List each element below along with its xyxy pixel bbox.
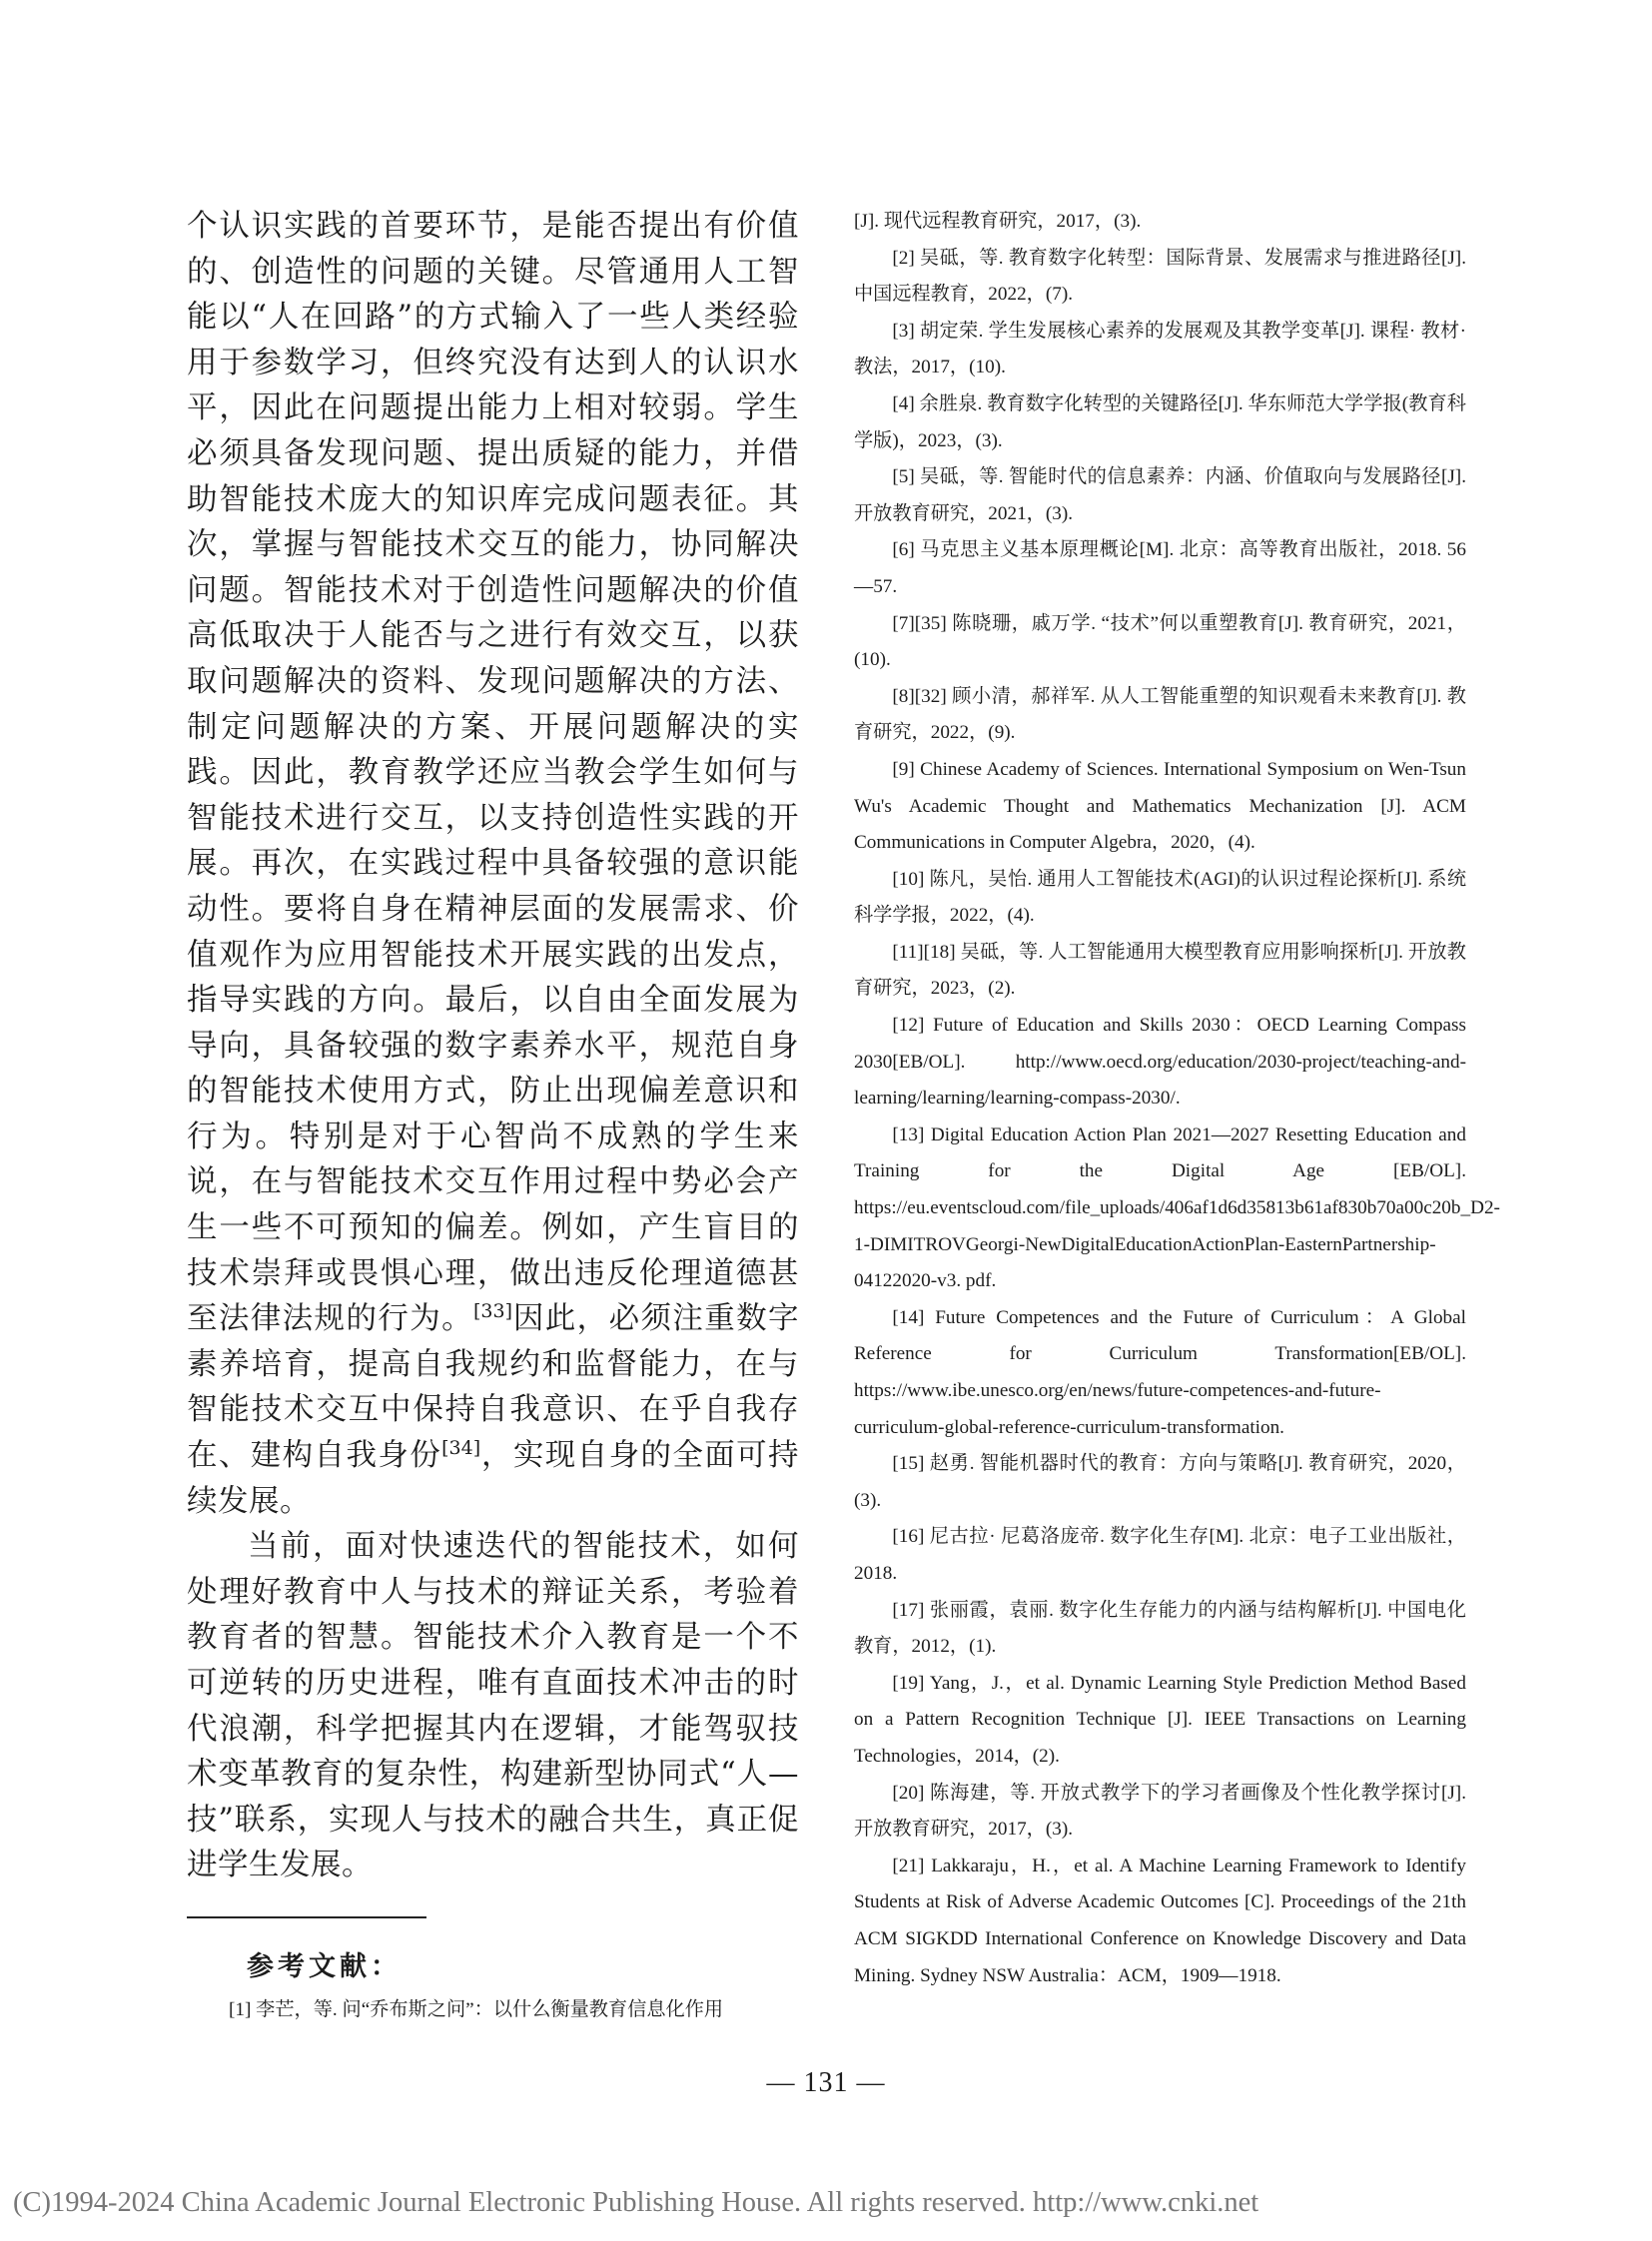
reference-item: [1] 李芒，等. 问“乔布斯之问”：以什么衡量教育信息化作用 xyxy=(229,1999,724,2020)
reference-item: [3] 胡定荣. 学生发展核心素养的发展观及其教学变革[J]. 课程· 教材· 教法，2017，(10). xyxy=(854,320,1466,378)
reference-item: [21] Lakkaraju，H.，et al. A Machine Learning Framework to Identify Students at Risk of Adverse Academic Outcomes [C]. Proceedings of the 21th ACM SIGKDD International Conference on Knowledge Discovery and Data Mining. Sydney NSW Australia：ACM，1909—1918. xyxy=(854,1855,1466,1986)
references-heading: 参考文献： xyxy=(247,1951,402,1982)
body-text: 个认识实践的首要环节，是能否提出有价值的、创造性的问题的关键。尽管通用人工智能以“人在回路”的方式输入了一些人类经验用于参数学习，但终究没有达到人的认识水平，因此在问题提出能力上相对较弱。学生必须具备发现问题、提出质疑的能力，并借助智能技术庞大的知识库完成问题表征。其次，掌握与智能技术交互的能力，协同解决问题。智能技术对于创造性问题解决的价值高低取决于人能否与之进行有效交互，以获取问题解决的资料、发现问题解决的方法、制定问题解决的方案、开展问题解决的实践。因此，教育教学还应当教会学生如何与智能技术进行交互，以支持创造性实践的开展。再次，在实践过程中具备较强的意识能动性。要将自身在精神层面的发展需求、价值观作为应用智能技术开展实践的出发点，指导实践的方向。最后，以自由全面发展为导向，具备较强的数字素养水平，规范自身的智能技术使用方式，防止出现偏差意识和行为。特别是对于心智尚不成熟的学生来说，在与智能技术交互作用过程中势必会产生一些不可预知的偏差。例如，产生盲目的技术崇拜或畏惧心理，做出违反伦理道德甚至法律法规的行为。 xyxy=(187,209,799,1337)
reference-item: [8][32] 顾小清，郝祥军. 从人工智能重塑的知识观看未来教育[J]. 教育研究，2022，(9). xyxy=(854,685,1466,744)
reference-item: [13] Digital Education Action Plan 2021—2027 Resetting Education and Training for the Digital Age [EB/OL]. https://eu.eventscloud.com/file_uploads/406af1d6d35813b61af830b70a00c20b_D2-1-DIMITROVGeorgi-NewDigitalEducationActionPlan-EasternPartnership-04122020-v3. pdf. xyxy=(854,1123,1500,1292)
body-text: 因此，必须注重数字素养培育，提高自我规约和监督能力，在与智能技术交互中保持自我意识、在乎自我存在、建构自我身份 xyxy=(187,1301,800,1474)
left-column xyxy=(187,204,799,1888)
reference-item: [4] 余胜泉. 教育数字化转型的关键路径[J]. 华东师范大学学报(教育科学版)，2023，(3). xyxy=(854,392,1466,451)
reference-item: [J]. 现代远程教育研究，2017，(3). xyxy=(854,211,1142,232)
reference-item: [20] 陈海建，等. 开放式教学下的学习者画像及个性化教学探讨[J]. 开放教育研究，2017，(3). xyxy=(854,1782,1466,1841)
reference-item: [12] Future of Education and Skills 2030：OECD Learning Compass 2030[EB/OL]. http://www.oecd.org/education/2030-project/teaching-and-learning/learning/learning-compass-2030/. xyxy=(854,1015,1466,1110)
body-text: ，实现自身的全面可持续发展。 xyxy=(187,1438,800,1519)
reference-item: [7][35] 陈晓珊，戚万学. “技术”何以重塑教育[J]. 教育研究，2021，(10). xyxy=(854,612,1466,671)
reference-item: [10] 陈凡，吴怡. 通用人工智能技术(AGI)的认识过程论探析[J]. 系统科学学报，2022，(4). xyxy=(854,868,1466,927)
reference-item: [14] Future Competences and the Future of Curriculum：A Global Reference for Curriculum Transformation[EB/OL]. https://www.ibe.unesco.org/en/news/future-competences-and-future-curriculum-global-reference-curriculum-transformation. xyxy=(854,1306,1466,1438)
reference-item: [5] 吴砥，等. 智能时代的信息素养：内涵、价值取向与发展路径[J]. 开放教育研究，2021，(3). xyxy=(854,466,1466,524)
citation-marker: [33] xyxy=(473,1300,513,1323)
reference-item: [11][18] 吴砥，等. 人工智能通用大模型教育应用影响探析[J]. 开放教育研究，2023，(2). xyxy=(854,941,1466,1000)
reference-item: [6] 马克思主义基本原理概论[M]. 北京：高等教育出版社，2018. 56—57. xyxy=(854,539,1466,597)
body-paragraph-1 xyxy=(187,204,799,1524)
copyright-notice: (C)1994-2024 China Academic Journal Electronic Publishing House. All rights reserved. http://www.cnki.net xyxy=(13,2187,1259,2218)
reference-item: [9] Chinese Academy of Sciences. International Symposium on Wen-Tsun Wu's Academic Thought and Mathematics Mechanization [J]. ACM Communications in Computer Algebra，2020，(4). xyxy=(854,758,1466,854)
reference-item: [19] Yang，J.，et al. Dynamic Learning Style Prediction Method Based on a Pattern Recognition Technique [J]. IEEE Transactions on Learning Technologies，2014，(2). xyxy=(854,1672,1466,1767)
body-paragraph-2: 当前，面对快速迭代的智能技术，如何处理好教育中人与技术的辩证关系，考验着教育者的智慧。智能技术介入教育是一个不可逆转的历史进程，唯有直面技术冲击的时代浪潮，科学把握其内在逻辑，才能驾驭技术变革教育的复杂性，构建新型协同式“人—技”联系，实现人与技术的融合共生，真正促进学生发展。 xyxy=(187,1529,799,1883)
reference-item: [16] 尼古拉· 尼葛洛庞帝. 数字化生存[M]. 北京：电子工业出版社，2018. xyxy=(854,1526,1466,1584)
reference-item: [2] 吴砥，等. 教育数字化转型：国际背景、发展需求与推进路径[J]. 中国远程教育，2022，(7). xyxy=(854,247,1466,306)
reference-item: [17] 张丽霞，袁丽. 数字化生存能力的内涵与结构解析[J]. 中国电化教育，2012，(1). xyxy=(854,1599,1466,1658)
citation-marker: [34] xyxy=(441,1437,481,1460)
references-list xyxy=(854,204,1500,1994)
references-left xyxy=(187,1992,799,2029)
page-number: — 131 — xyxy=(766,2067,886,2098)
reference-item: [15] 赵勇. 智能机器时代的教育：方向与策略[J]. 教育研究，2020，(3). xyxy=(854,1453,1466,1511)
footnote-divider xyxy=(187,1916,426,1918)
